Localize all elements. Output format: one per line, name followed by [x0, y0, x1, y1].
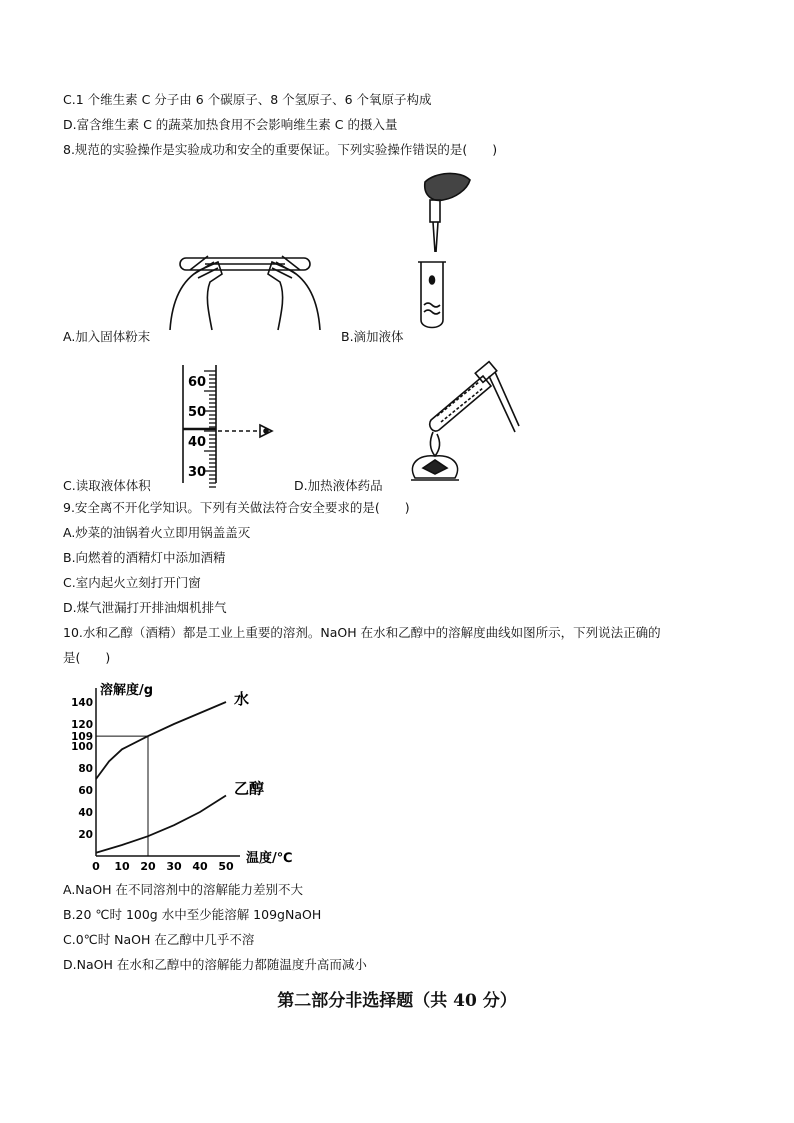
cylinder-tick-50: 50: [188, 405, 207, 420]
powder-adding-illustration: [160, 240, 330, 330]
cylinder-tick-30: 30: [188, 465, 207, 480]
q7-option-d: D.富含维生素 C 的蔬菜加热食用不会影响维生素 C 的摄入量: [63, 117, 398, 132]
series-label: 乙醇: [234, 779, 265, 798]
x-tick-label: 20: [140, 860, 156, 873]
cylinder-tick-60: 60: [188, 375, 207, 390]
q9-option-c: C.室内起火立刻打开门窗: [63, 575, 201, 590]
cylinder-reading-illustration: [180, 365, 290, 485]
x-tick-label: 50: [218, 860, 234, 873]
q8-option-b: B.滴加液体: [341, 329, 404, 344]
y-axis-label: 溶解度/g: [100, 683, 154, 698]
y-tick-label: 100: [71, 741, 93, 753]
q10-stem-line2: 是( ): [63, 650, 111, 665]
q10-option-a: A.NaOH 在不同溶剂中的溶解能力差别不大: [63, 882, 304, 897]
y-tick-label: 80: [78, 763, 93, 775]
q9-option-a: A.炒菜的油锅着火立即用锅盖盖灭: [63, 525, 251, 540]
heating-illustration: [405, 360, 520, 485]
q10-option-c: C.0℃时 NaOH 在乙醇中几乎不溶: [63, 932, 255, 947]
q10-option-b: B.20 ℃时 100g 水中至少能溶解 109gNaOH: [63, 907, 322, 922]
q8-option-d: D.加热液体药品: [294, 478, 383, 493]
y-tick-label: 40: [78, 807, 93, 819]
x-axis-label: 温度/℃: [246, 851, 293, 866]
series-label: 水: [234, 690, 250, 708]
q9-option-b: B.向燃着的酒精灯中添加酒精: [63, 550, 226, 565]
x-tick-label: 30: [166, 860, 182, 873]
solubility-chart: [60, 680, 310, 873]
q9-stem: 9.安全离不开化学知识。下列有关做法符合安全要求的是( ): [63, 500, 410, 515]
y-tick-label: 140: [71, 697, 93, 709]
y-tick-label: 60: [78, 785, 93, 797]
q7-option-c: C.1 个维生素 C 分子由 6 个碳原子、8 个氢原子、6 个氧原子构成: [63, 92, 432, 107]
series-line-water: [96, 702, 226, 779]
y-tick-label: 109: [71, 731, 93, 744]
section-title: 第二部分非选择题（共 40 分）: [277, 991, 517, 1011]
y-tick-label: 120: [71, 719, 93, 731]
q8-option-a: A.加入固体粉末: [63, 329, 151, 344]
q9-option-d: D.煤气泄漏打开排油烟机排气: [63, 600, 227, 615]
q8-option-c: C.读取液体体积: [63, 478, 151, 493]
x-tick-label: 40: [192, 860, 208, 873]
q10-option-d: D.NaOH 在水和乙醇中的溶解能力都随温度升高而减小: [63, 957, 367, 972]
x-tick-label: 10: [114, 860, 130, 873]
cylinder-tick-40: 40: [188, 435, 207, 450]
series-line-ethanol: [96, 796, 226, 853]
q8-stem: 8.规范的实验操作是实验成功和安全的重要保证。下列实验操作错误的是( ): [63, 142, 498, 157]
q10-stem-line1: 10.水和乙醇（酒精）都是工业上重要的溶剂。NaOH 在水和乙醇中的溶解度曲线如图所示，下列说法正确的: [63, 625, 661, 640]
dropper-illustration: [415, 170, 475, 335]
x-tick-label: 0: [92, 860, 100, 873]
y-tick-label: 20: [78, 829, 93, 841]
